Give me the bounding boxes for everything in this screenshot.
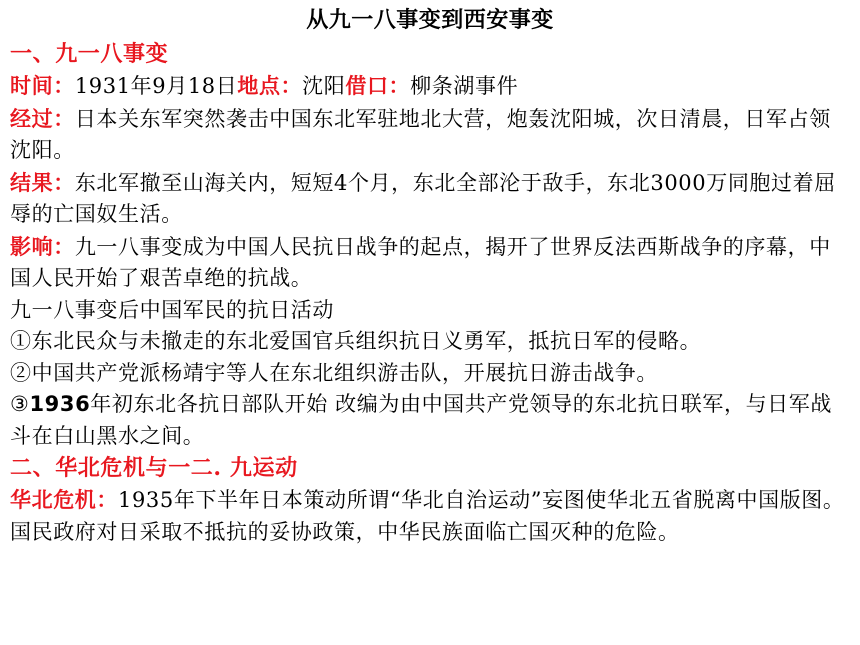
process-paragraph — [10, 103, 850, 167]
time-label: 时间： — [10, 73, 75, 98]
time-value: 1931年9月18日 — [74, 74, 238, 98]
pretext-label: 借口： — [345, 73, 411, 98]
section2-heading: 二、华北危机与一二. 九运动 — [10, 455, 298, 481]
impact-text: 九一八事变成为中国人民抗日战争的起点，揭开了世界反法西斯战争的序幕，中国人民开始了艰苦卓绝的抗战。 — [10, 234, 831, 290]
place-value: 沈阳 — [302, 74, 346, 98]
activity-item-2: ②中国共产党派杨靖宇等人在东北组织游击队，开展抗日游击战争。 — [10, 360, 658, 385]
place-label: 地点： — [237, 73, 303, 98]
crisis-paragraph — [10, 484, 850, 548]
result-text: 东北军撤至山海关内，短短4个月，东北全部沦于敌手，东北3000万同胞过着屈辱的亡国奴生活。 — [10, 170, 836, 226]
activity-item-1: ①东北民众与未撤走的东北爱国官兵组织抗日义勇军，抵抗日军的侵略。 — [10, 329, 702, 353]
page-title: 从九一八事变到西安事变 — [306, 8, 554, 33]
activity3-year: 1936 — [29, 392, 91, 416]
crisis-text: 1935年下半年日本策动所谓“华北自治运动”妄图使华北五省脱离中国版图。国民政府对日采取不抵抗的妥协政策，中华民族面临亡国灭种的危险。 — [10, 488, 845, 544]
activity3-text: 年初东北各抗日部队开始 改编为由中国共产党领导的东北抗日联军，与日军战斗在白山黑水之间。 — [10, 392, 832, 448]
result-paragraph — [10, 167, 850, 231]
section1-heading: 一、九一八事变 — [10, 41, 169, 67]
process-text: 日本关东军突然袭击中国东北军驻地北大营，炮轰沈阳城，次日清晨，日军占领沈阳。 — [10, 106, 831, 162]
activities-heading: 九一八事变后中国军民的抗日活动 — [10, 297, 334, 322]
activity-item-3 — [10, 389, 850, 452]
process-label: 经过： — [10, 105, 75, 131]
impact-label: 影响： — [10, 233, 75, 259]
pretext-value: 柳条湖事件 — [410, 74, 519, 98]
activity3-prefix: ③ — [10, 392, 30, 416]
impact-paragraph — [10, 231, 850, 295]
time-place-pretext-line — [10, 70, 850, 103]
result-label: 结果： — [10, 169, 75, 195]
crisis-label: 华北危机： — [10, 487, 118, 512]
